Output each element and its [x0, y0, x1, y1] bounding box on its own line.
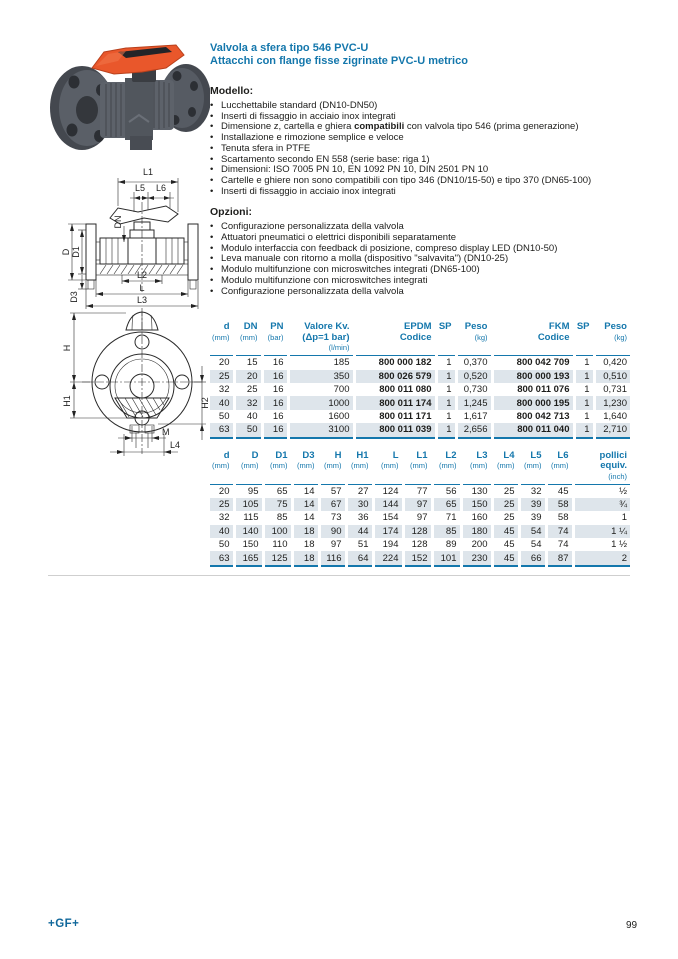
table-cell: 89	[432, 538, 461, 551]
dim-label-D3: D3	[69, 291, 79, 303]
column-header: D3 (mm)	[292, 451, 319, 485]
table-cell: 75	[263, 498, 292, 511]
table-cell: 77	[403, 484, 432, 498]
table-cell: 57	[319, 484, 346, 498]
table-cell: 45	[492, 538, 519, 551]
page-title-line2: Attacchi con flange fisse zigrinate PVC-U metrico	[210, 55, 468, 67]
table-cell: 1	[573, 511, 630, 524]
table-cell: 200	[461, 538, 492, 551]
table-cell: 16	[262, 383, 288, 396]
bullet-text: Tenuta sfera in PTFE	[221, 142, 311, 154]
dim-label-L1: L1	[142, 167, 154, 177]
table-row	[210, 525, 630, 538]
table-cell: 39	[519, 511, 546, 524]
table-row	[210, 396, 630, 409]
table-row	[210, 511, 630, 524]
table-cell: 85	[432, 525, 461, 538]
page-number: 99	[626, 920, 638, 931]
bullet-dot: •	[210, 153, 214, 165]
table-cell: 63	[210, 551, 234, 565]
table-cell: 174	[373, 525, 403, 538]
table-cell: 1	[574, 356, 594, 370]
table-cell: 800 042 709	[492, 356, 574, 370]
table-cell: 0,370	[456, 356, 492, 370]
bullet-dot: •	[210, 121, 214, 133]
table-cell: 32	[218, 384, 230, 396]
table-cell: 800 000 182	[354, 356, 436, 370]
dimension-drawing-front	[30, 306, 210, 458]
table-cell: 2,656	[456, 423, 492, 437]
bullet-dot: •	[210, 242, 214, 254]
table-cell: 152	[403, 551, 432, 565]
table-cell: 1,640	[594, 410, 630, 423]
table-cell: 73	[319, 511, 346, 524]
column-header: H (mm)	[319, 451, 346, 485]
table-cell: 150	[461, 498, 492, 511]
bolt-hole	[69, 76, 80, 89]
bullet-text: Leva manuale con ritorno a molla (dispositivo "salvavita") (DN10-25)	[221, 253, 509, 265]
column-header: Valore Kv. (Δp=1 bar) (l/min)	[288, 322, 354, 356]
table-cell: 14	[292, 484, 319, 498]
table-cell: 800 011 076	[492, 383, 574, 396]
table-cell: 1	[574, 383, 594, 396]
table-cell: 25	[234, 383, 262, 396]
dim-label-H1: H1	[62, 395, 72, 407]
dim-label-H2: H2	[200, 397, 210, 409]
table-row	[210, 410, 630, 423]
table-cell: 128	[403, 538, 432, 551]
bullet-dot: •	[210, 264, 214, 276]
table-cell: 16	[262, 423, 288, 437]
table-cell: 20	[218, 485, 230, 497]
table-cell: 32	[234, 396, 262, 409]
table-cell: 90	[319, 525, 346, 538]
bullet-text: Inserti di fissaggio in acciaio inox integrati	[221, 110, 396, 122]
table-cell: ¾	[573, 498, 630, 511]
bullet-text: Configurazione personalizzata della valvola	[221, 285, 404, 297]
table-cell: 14	[292, 498, 319, 511]
bullet-dot: •	[210, 132, 214, 144]
table-cell: 18	[292, 538, 319, 551]
bullet-dot: •	[210, 185, 214, 197]
table-cell: 65	[432, 498, 461, 511]
column-header: L3 (mm)	[461, 451, 492, 485]
table-cell: 800 026 579	[354, 370, 436, 383]
table-cell: 1	[436, 356, 456, 370]
column-header: Peso (kg)	[456, 322, 492, 356]
table-cell: 194	[373, 538, 403, 551]
table-cell: 185	[288, 356, 354, 370]
table-cell: 65	[263, 484, 292, 498]
bullet-dot: •	[210, 232, 214, 244]
table-cell: 25	[492, 484, 519, 498]
table-cell: 165	[234, 551, 263, 565]
column-header: EPDM Codice	[354, 322, 436, 356]
table-cell: 1	[436, 370, 456, 383]
dim-label-D: D	[61, 248, 71, 256]
dim-label-D1: D1	[71, 246, 81, 258]
table-cell: 87	[546, 551, 573, 565]
column-header: Peso (kg)	[594, 322, 630, 356]
bullet-dot: •	[210, 142, 214, 154]
table-cell: 40	[234, 410, 262, 423]
bullet-dot: •	[210, 285, 214, 297]
table-cell: 58	[546, 511, 573, 524]
column-header: pollici equiv. (inch)	[573, 451, 630, 485]
bullet-text: Dimensioni: ISO 7005 PN 10, EN 1092 PN 10, DIN 2501 PN 10	[221, 164, 489, 176]
foot-right	[190, 280, 196, 289]
bullet-dot: •	[210, 274, 214, 286]
bullet-dot: •	[210, 174, 214, 186]
bolt-hole	[188, 107, 196, 117]
table-cell: 800 042 713	[492, 410, 574, 423]
column-header: L1 (mm)	[403, 451, 432, 485]
table-cell: 1,230	[594, 396, 630, 409]
table-cell: 180	[461, 525, 492, 538]
table-cell: 350	[288, 370, 354, 383]
table-cell: 74	[546, 525, 573, 538]
table-row	[210, 498, 630, 511]
bullet-dot: •	[210, 164, 214, 176]
dim-label-M: M	[162, 427, 170, 437]
table-cell: 140	[234, 525, 263, 538]
table-row	[210, 423, 630, 437]
bullet-dot: •	[210, 110, 214, 122]
table-cell: 50	[218, 539, 230, 551]
table-header-row	[210, 322, 630, 356]
table-cell: 230	[461, 551, 492, 565]
column-header: d (mm)	[210, 451, 234, 485]
table-cell: 44	[346, 525, 373, 538]
table-cell: 25	[492, 498, 519, 511]
bullet-text: Modulo interfaccia con feedback di posizione, compreso display LED (DN10-50)	[221, 242, 558, 254]
column-header: H1 (mm)	[346, 451, 373, 485]
table-cell: 54	[519, 538, 546, 551]
table-cell: 2	[573, 551, 630, 565]
dimensions-table	[210, 451, 630, 567]
table-cell: 100	[263, 525, 292, 538]
table-cell: 800 011 174	[354, 396, 436, 409]
table-cell: 30	[346, 498, 373, 511]
table-cell: 1 ½	[573, 538, 630, 551]
table-cell: 32	[218, 512, 230, 524]
bullet-text: Configurazione personalizzata della valvola	[221, 221, 404, 233]
table-cell: 800 011 040	[492, 423, 574, 437]
bullet-text: Inserti di fissaggio in acciaio inox integrati	[221, 185, 396, 197]
table-cell: 97	[403, 498, 432, 511]
column-header: SP	[436, 322, 456, 356]
table-cell: 0,510	[594, 370, 630, 383]
table-cell: 85	[263, 511, 292, 524]
table-cell: 101	[432, 551, 461, 565]
table-cell: 97	[319, 538, 346, 551]
table-row	[210, 538, 630, 551]
bullet-text: Installazione e rimozione semplice e veloce	[221, 132, 404, 144]
table-cell: 1	[574, 396, 594, 409]
connector-right	[184, 242, 188, 260]
bolt-hole	[173, 71, 182, 81]
bullet-item	[210, 287, 630, 298]
table-cell: 15	[234, 356, 262, 370]
table-cell: 1 ¼	[573, 525, 630, 538]
table-cell: 27	[346, 484, 373, 498]
table-cell: 125	[263, 551, 292, 565]
table-cell: 54	[519, 525, 546, 538]
table-row	[210, 356, 630, 370]
table-cell: 67	[319, 498, 346, 511]
table-cell: 64	[346, 551, 373, 565]
column-header: SP	[574, 322, 594, 356]
table-cell: 18	[292, 525, 319, 538]
table-cell: 224	[373, 551, 403, 565]
table-row	[210, 551, 630, 565]
table-cell: 3100	[288, 423, 354, 437]
column-header: D (mm)	[234, 451, 263, 485]
table-cell: 105	[234, 498, 263, 511]
bullet-item	[210, 187, 630, 198]
bullet-text: Modulo multifunzione con microswitches integrati	[221, 274, 428, 286]
table-cell: 1	[436, 396, 456, 409]
bullet-text: Dimensione z, cartella e ghiera compatibili con valvola tipo 546 (prima generazione)	[221, 121, 579, 133]
table-cell: 16	[262, 370, 288, 383]
dimension-drawing-side	[30, 162, 210, 310]
table-cell: 144	[373, 498, 403, 511]
table-cell: 116	[319, 551, 346, 565]
column-header: L6 (mm)	[546, 451, 573, 485]
table-cell: 124	[373, 484, 403, 498]
table-cell: 2,710	[594, 423, 630, 437]
table-cell: 45	[492, 551, 519, 565]
bullet-text: Attuatori pneumatici o elettrici disponibili separatamente	[221, 232, 456, 244]
column-header: L2 (mm)	[432, 451, 461, 485]
table-cell: 1600	[288, 410, 354, 423]
table-cell: 0,420	[594, 356, 630, 370]
table-cell: 1,245	[456, 396, 492, 409]
bullet-text: Lucchettabile standard (DN10-DN50)	[221, 100, 378, 111]
table-header-row	[210, 451, 630, 485]
table-cell: 1,617	[456, 410, 492, 423]
table-cell: 1	[436, 423, 456, 437]
table-cell: 58	[546, 498, 573, 511]
valve-center-body	[125, 78, 153, 140]
table-cell: 36	[346, 511, 373, 524]
table-cell: 110	[263, 538, 292, 551]
dim-label-L6: L6	[155, 183, 167, 193]
bullet-dot: •	[210, 253, 214, 265]
table-cell: 40	[210, 396, 234, 409]
foot-left	[88, 280, 94, 289]
table-cell: 154	[373, 511, 403, 524]
dim-label-L2: L2	[136, 270, 148, 280]
table-cell: 0,730	[456, 383, 492, 396]
bullet-dot: •	[210, 100, 214, 111]
body-lower-tab	[130, 136, 152, 150]
valve-product-photo	[30, 28, 210, 160]
table-cell: 16	[262, 356, 288, 370]
dim-label-L3: L3	[136, 295, 148, 305]
table-cell: 45	[492, 525, 519, 538]
table-cell: 130	[461, 484, 492, 498]
table-cell: 800 000 193	[492, 370, 574, 383]
table-row	[210, 370, 630, 383]
table-cell: 71	[432, 511, 461, 524]
dim-label-DN: DN	[113, 215, 123, 229]
dim-label-H: H	[62, 344, 72, 352]
table-cell: 97	[403, 511, 432, 524]
opzioni-heading: Opzioni:	[210, 206, 252, 219]
dim-label-L: L	[139, 283, 145, 293]
table-cell: 700	[288, 383, 354, 396]
bullet-text: Modulo multifunzione con microswitches integrati (DN65-100)	[221, 264, 480, 276]
table-cell: 16	[262, 396, 288, 409]
column-header: d (mm)	[210, 322, 234, 356]
table-cell: 1	[436, 410, 456, 423]
bullet-text: Scartamento secondo EN 558 (serie base: riga 1)	[221, 153, 430, 165]
bullet-text: Cartelle e ghiere non sono compatibili con tipo 346 (DN10/15-50) e tipo 370 (DN65-100)	[221, 174, 592, 186]
table-cell: 40	[210, 525, 234, 538]
column-header: PN (bar)	[262, 322, 288, 356]
bullet-dot: •	[210, 221, 214, 233]
table-cell: 160	[461, 511, 492, 524]
table-row	[210, 383, 630, 396]
column-header: L4 (mm)	[492, 451, 519, 485]
column-header: DN (mm)	[234, 322, 262, 356]
table-cell: 800 011 039	[354, 423, 436, 437]
flange-plate-right	[188, 224, 198, 280]
page-title-line1: Valvola a sfera tipo 546 PVC-U	[210, 42, 369, 54]
table-cell: 1	[436, 383, 456, 396]
table-cell: 1	[574, 370, 594, 383]
table-cell: 800 000 195	[492, 396, 574, 409]
footer-divider	[48, 575, 630, 576]
dim-label-L5: L5	[134, 183, 146, 193]
table-cell: 74	[546, 538, 573, 551]
column-header: FKM Codice	[492, 322, 574, 356]
table-cell: 50	[234, 423, 262, 437]
modello-list	[210, 101, 630, 197]
content-column	[210, 42, 630, 567]
table-cell: 16	[262, 410, 288, 423]
connector-left	[96, 242, 100, 260]
table-cell: 800 011 171	[354, 410, 436, 423]
table-cell: 45	[546, 484, 573, 498]
column-header: L5 (mm)	[519, 451, 546, 485]
bolt-hole	[67, 124, 78, 137]
opzioni-list	[210, 222, 630, 297]
table-cell: ½	[573, 484, 630, 498]
kv-codes-table	[210, 322, 630, 438]
table-cell: 1	[574, 410, 594, 423]
table-cell: 20	[234, 370, 262, 383]
table-cell: 56	[432, 484, 461, 498]
table-cell: 150	[234, 538, 263, 551]
dim-label-L4: L4	[170, 440, 181, 450]
table-cell: 0,731	[594, 383, 630, 396]
union-nut-left	[100, 82, 128, 138]
table-cell: 1000	[288, 396, 354, 409]
table-cell: 25	[210, 370, 234, 383]
column-header: D1 (mm)	[263, 451, 292, 485]
flange-left-bore	[76, 96, 98, 124]
table-cell: 14	[292, 511, 319, 524]
table-cell: 63	[210, 423, 234, 437]
table-cell: 25	[210, 498, 234, 511]
table-cell: 32	[519, 484, 546, 498]
table-cell: 39	[519, 498, 546, 511]
table-cell: 66	[519, 551, 546, 565]
table-cell: 128	[403, 525, 432, 538]
table-cell: 800 011 080	[354, 383, 436, 396]
bolt-hole	[190, 81, 198, 91]
gf-logo: +GF+	[48, 918, 80, 930]
column-header: L (mm)	[373, 451, 403, 485]
flange-plate-left	[86, 224, 96, 280]
table-cell: 18	[292, 551, 319, 565]
table-cell: 1	[574, 423, 594, 437]
table-cell: 115	[234, 511, 263, 524]
table-cell: 50	[218, 410, 230, 422]
table-cell: 95	[234, 484, 263, 498]
modello-heading: Modello:	[210, 85, 254, 97]
table-cell: 20	[218, 357, 230, 369]
table-cell: 0,520	[456, 370, 492, 383]
table-cell: 25	[492, 511, 519, 524]
table-cell: 51	[346, 538, 373, 551]
table-row	[210, 484, 630, 498]
